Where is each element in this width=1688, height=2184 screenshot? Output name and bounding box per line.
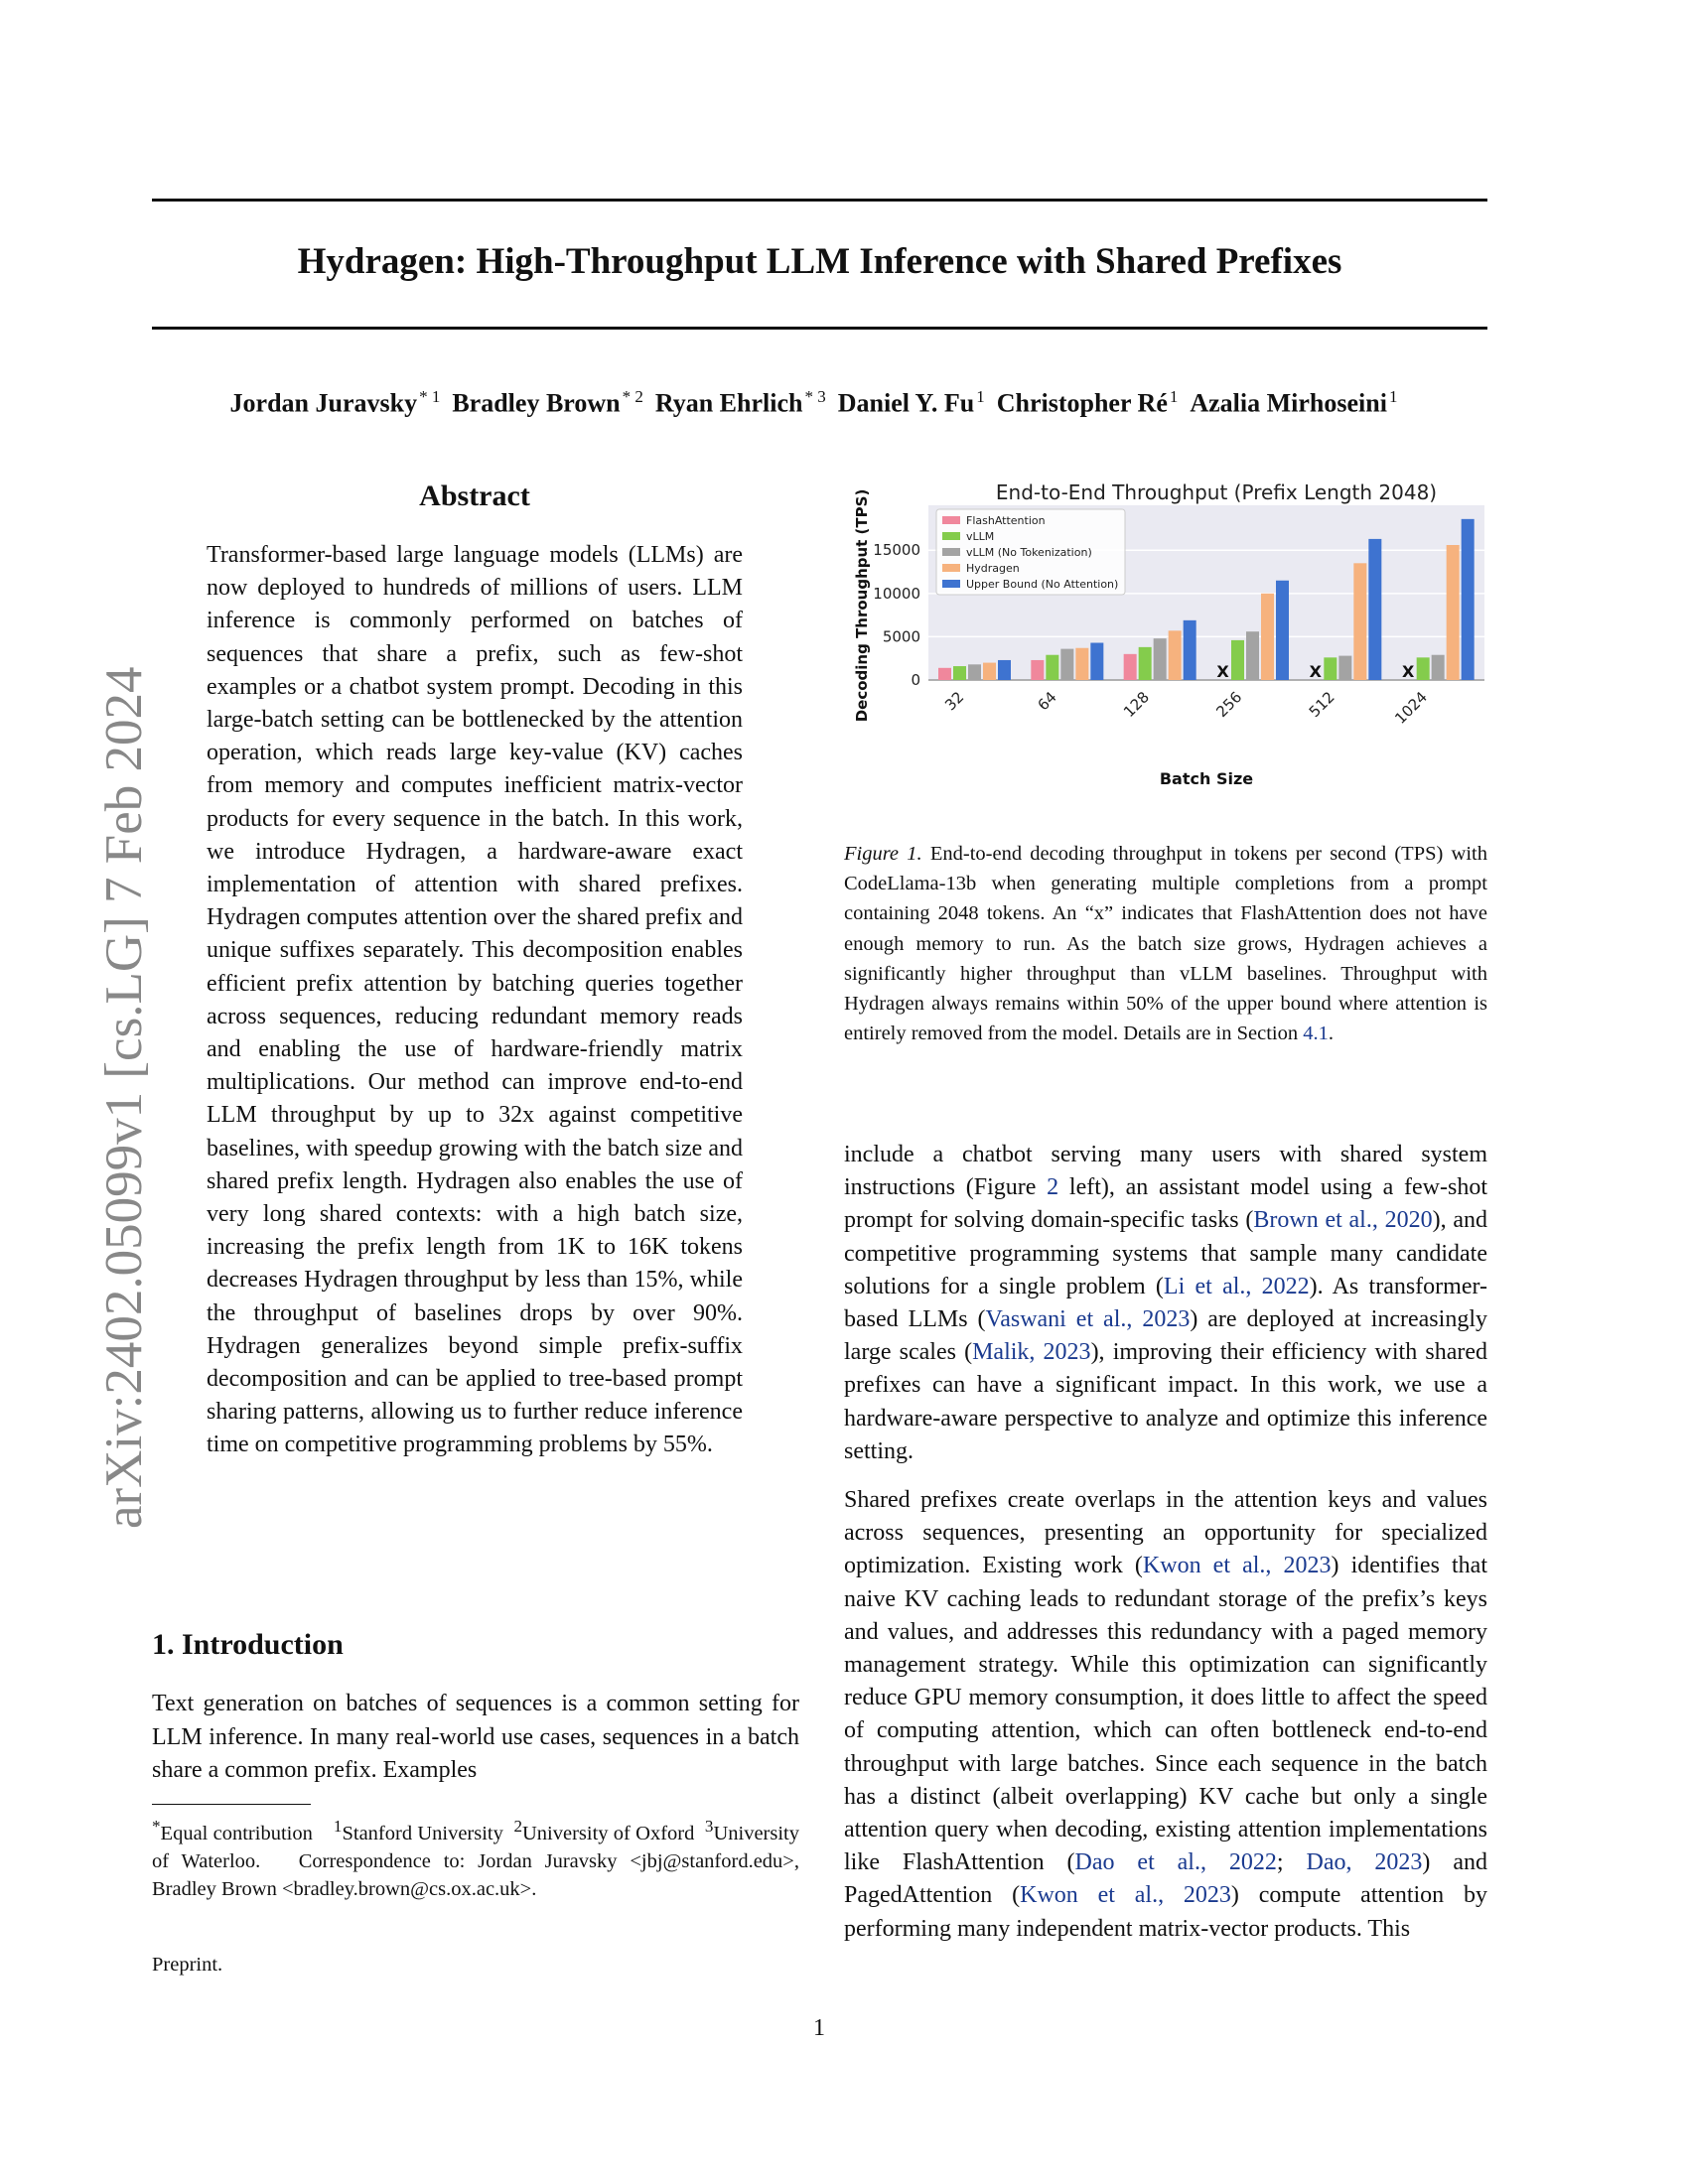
footnote-aff1: Stanford University [342, 1822, 503, 1844]
paragraph-text: ) identifies that naive KV caching leads to redundant storage of the prefix’s keys and values, and addresses this redundancy with a paged memory management strategy. While this optimization can significantly reduce GPU memory consumption, it does little to affect the speed of computing attention, which can often bottleneck end-to-end throughput with large batches. Since each sequence in the batch has a distinct (albeit overlapping) KV cache but only a single attention query when decoding, existing attention implementations like FlashAttention ( [844, 1553, 1487, 1876]
legend-swatch [942, 548, 960, 556]
legend-label: vLLM (No Tokenization) [966, 546, 1092, 559]
author-affiliation: * 2 [622, 387, 643, 406]
footnote-aff2: University of Oxford [521, 1822, 695, 1844]
citation-link[interactable]: Dao et al., 2022 [1074, 1849, 1277, 1876]
legend-swatch [942, 564, 960, 572]
bar [1139, 647, 1152, 680]
footnote-equal: Equal contribution [160, 1822, 313, 1844]
paragraph-text: left), an assistant model using a few-shot prompt for solving domain-specific tasks ( [844, 1174, 1487, 1234]
legend-label: Hydragen [966, 562, 1020, 575]
bar [983, 663, 996, 680]
author-list [152, 387, 1487, 419]
bar [1353, 563, 1366, 680]
y-axis-label: Decoding Throughput (TPS) [853, 488, 871, 723]
paragraph-text: ) and PagedAttention ( [844, 1849, 1487, 1909]
throughput-chart [849, 481, 1494, 809]
author-name: Azalia Mirhoseini [1190, 388, 1387, 418]
bar [1261, 594, 1274, 680]
citation-link[interactable]: Li et al., 2022 [1163, 1273, 1310, 1299]
bar [1417, 657, 1430, 680]
x-axis-label: Batch Size [1159, 769, 1254, 788]
author-affiliation: * 1 [419, 387, 441, 406]
chart-title: End-to-End Throughput (Prefix Length 2048) [995, 481, 1438, 504]
paragraph-text: ) compute attention by performing many independent matrix-vector products. This [844, 1882, 1487, 1942]
bar [1368, 539, 1381, 680]
bar [953, 666, 966, 680]
bar [1075, 648, 1088, 680]
citation-link[interactable]: Dao, 2023 [1306, 1849, 1423, 1876]
x-tick-label: 256 [1212, 688, 1246, 722]
paragraph-text: include a chatbot serving many users with shared system instructions (Figure [844, 1142, 1487, 1201]
bar [1432, 655, 1445, 680]
y-tick-label: 15000 [873, 541, 920, 560]
introduction-text: Text generation on batches of sequences is a common setting for LLM inference. In many real-world use cases, sequences in a batch share a common prefix. Examples [152, 1691, 799, 1783]
author-name: Daniel Y. Fu [837, 388, 975, 418]
x-tick-label: 32 [941, 688, 968, 715]
section-ref-link[interactable]: 4.1 [1303, 1023, 1329, 1045]
figure-caption-text: End-to-end decoding throughput in tokens per second (TPS) with CodeLlama-13b when generating multiple completions from a prompt containing 2048 tokens. An “x” indicates that FlashAttention does not have enough memory to run. As the batch size grows, Hydragen achieves a significantly higher throughput than vLLM baselines. Throughput with Hydragen always remains within 50% of the upper bound where attention is entirely removed from the model. Details are in Section [844, 843, 1487, 1045]
citation-link[interactable]: Kwon et al., 2023 [1020, 1882, 1231, 1909]
paragraph-text: ; [1276, 1849, 1307, 1876]
author-name: Jordan Juravsky [229, 388, 418, 418]
bar [938, 668, 951, 680]
paragraph-text: ), improving their efficiency with shared prefixes can have a significant impact. In this work, we use a hardware-aware perspective to analyze and optimize this inference setting. [844, 1339, 1487, 1464]
citation-link[interactable]: Brown et al., 2020 [1253, 1207, 1433, 1234]
bar [1090, 643, 1103, 680]
author-name: Christopher Ré [996, 388, 1168, 418]
page-number: 1 [813, 2015, 825, 2041]
bar [1276, 581, 1289, 680]
missing-marker: X [1216, 662, 1229, 681]
figure-label: Figure 1. [844, 843, 922, 865]
bar [1246, 631, 1259, 680]
legend-label: Upper Bound (No Attention) [966, 578, 1119, 591]
paragraph-text: ). As transformer-based LLMs ( [844, 1273, 1487, 1333]
missing-marker: X [1309, 662, 1323, 681]
bar [998, 660, 1011, 680]
bar [1031, 660, 1044, 680]
footnote-rule [152, 1804, 311, 1805]
footnote-correspondence: Correspondence to: Jordan Juravsky <jbj@stanford.edu>, Bradley Brown <bradley.brown@cs.ox.ac.uk>. [152, 1849, 799, 1900]
legend-swatch [942, 532, 960, 540]
bar [1184, 620, 1196, 680]
author-affiliation: 1 [976, 387, 985, 406]
legend-swatch [942, 516, 960, 524]
y-tick-label: 5000 [882, 627, 920, 646]
introduction-heading: 1. Introduction [152, 1628, 344, 1661]
bar [968, 664, 981, 680]
bar [1324, 657, 1336, 680]
bar [1169, 630, 1182, 680]
title-bottom-rule [152, 327, 1487, 330]
bar [1124, 654, 1137, 680]
footnote-aff3: University of Waterloo. [152, 1822, 799, 1872]
paragraph-text: Shared prefixes create overlaps in the attention keys and values across sequences, presenting an opportunity for specialized optimization. Existing work ( [844, 1487, 1487, 1579]
author-affiliation: * 3 [804, 387, 826, 406]
citation-link[interactable]: Vaswani et al., 2023 [985, 1306, 1191, 1333]
legend-swatch [942, 580, 960, 588]
author-name: Ryan Ehrlich [654, 388, 803, 418]
paper-title: Hydragen: High-Throughput LLM Inference with Shared Prefixes [297, 241, 1342, 282]
author-affiliation: 1 [1169, 387, 1179, 406]
bar [1060, 649, 1073, 680]
legend-label: vLLM [966, 530, 995, 543]
paragraph-text: ), and competitive programming systems that sample many candidate solutions for a single problem ( [844, 1207, 1487, 1299]
bar [1462, 519, 1475, 680]
citation-link[interactable]: Kwon et al., 2023 [1142, 1553, 1332, 1579]
citation-link[interactable]: 2 [1047, 1174, 1059, 1201]
arxiv-identifier: arXiv:2402.05099v1 [cs.LG] 7 Feb 2024 [95, 666, 153, 1529]
preprint-note: Preprint. [152, 1954, 223, 1976]
author-name: Bradley Brown [452, 388, 621, 418]
y-tick-label: 0 [911, 671, 920, 689]
y-tick-label: 10000 [873, 584, 920, 603]
abstract-text: Transformer-based large language models (LLMs) are now deployed to hundreds of millions of users. LLM inference is commonly performed on batches of sequences that share a prefix, such as few-shot examples or a chatbot system prompt. Decoding in this large-batch setting can be bottlenecked by the attention operation, which reads large key-value (KV) caches from memory and computes inefficient matrix-vector products for every sequence in the batch. In this work, we introduce Hydragen, a hardware-aware exact implementation of attention with shared prefixes. Hydragen computes attention over the shared prefix and unique suffixes separately. This decomposition enables efficient prefix attention by batching queries together across sequences, reducing redundant memory reads and enabling the use of hardware-friendly matrix multiplications. Our method can improve end-to-end LLM throughput by up to 32x against competitive baselines, with speedup growing with the batch size and shared prefix length. Hydragen also enables the use of very long shared contexts: with a high batch size, increasing the prefix length from 1K to 16K tokens decreases Hydragen throughput by less than 15%, while the throughput of baselines drops by over 90%. Hydragen generalizes beyond simple prefix-suffix decomposition and can be applied to tree-based prompt sharing patterns, allowing us to further reduce inference time on competitive programming problems by 55%. [207, 542, 743, 1458]
figure-caption [844, 839, 1487, 1048]
bar [1231, 640, 1244, 680]
x-tick-label: 64 [1034, 688, 1060, 715]
bar [1046, 655, 1058, 680]
bar [1447, 545, 1460, 680]
citation-link[interactable]: Malik, 2023 [972, 1339, 1091, 1366]
author-affiliation: 1 [1388, 387, 1398, 406]
figure-caption-end: . [1328, 1023, 1334, 1045]
paragraph-text: ) are deployed at increasingly large scales ( [844, 1306, 1487, 1366]
footnote: *Equal contribution $^1$Stanford University $^2$University of Oxford $^3$University of Waterloo. Correspondence to: Jordan Juravsky <jbj@stanford.edu>, Bradley Brown <bradley.brown@cs.ox.ac.uk>. [152, 1817, 799, 1900]
abstract-heading: Abstract [419, 479, 530, 512]
intro-paragraph-2 [844, 1484, 1487, 1946]
x-tick-label: 128 [1120, 688, 1153, 722]
legend-label: FlashAttention [966, 514, 1046, 527]
bar [1154, 638, 1167, 680]
intro-paragraph-1 [844, 1139, 1487, 1468]
x-tick-label: 512 [1305, 688, 1338, 722]
missing-marker: X [1401, 662, 1415, 681]
bar [1338, 656, 1351, 680]
x-tick-label: 1024 [1391, 688, 1431, 728]
title-top-rule [152, 199, 1487, 202]
